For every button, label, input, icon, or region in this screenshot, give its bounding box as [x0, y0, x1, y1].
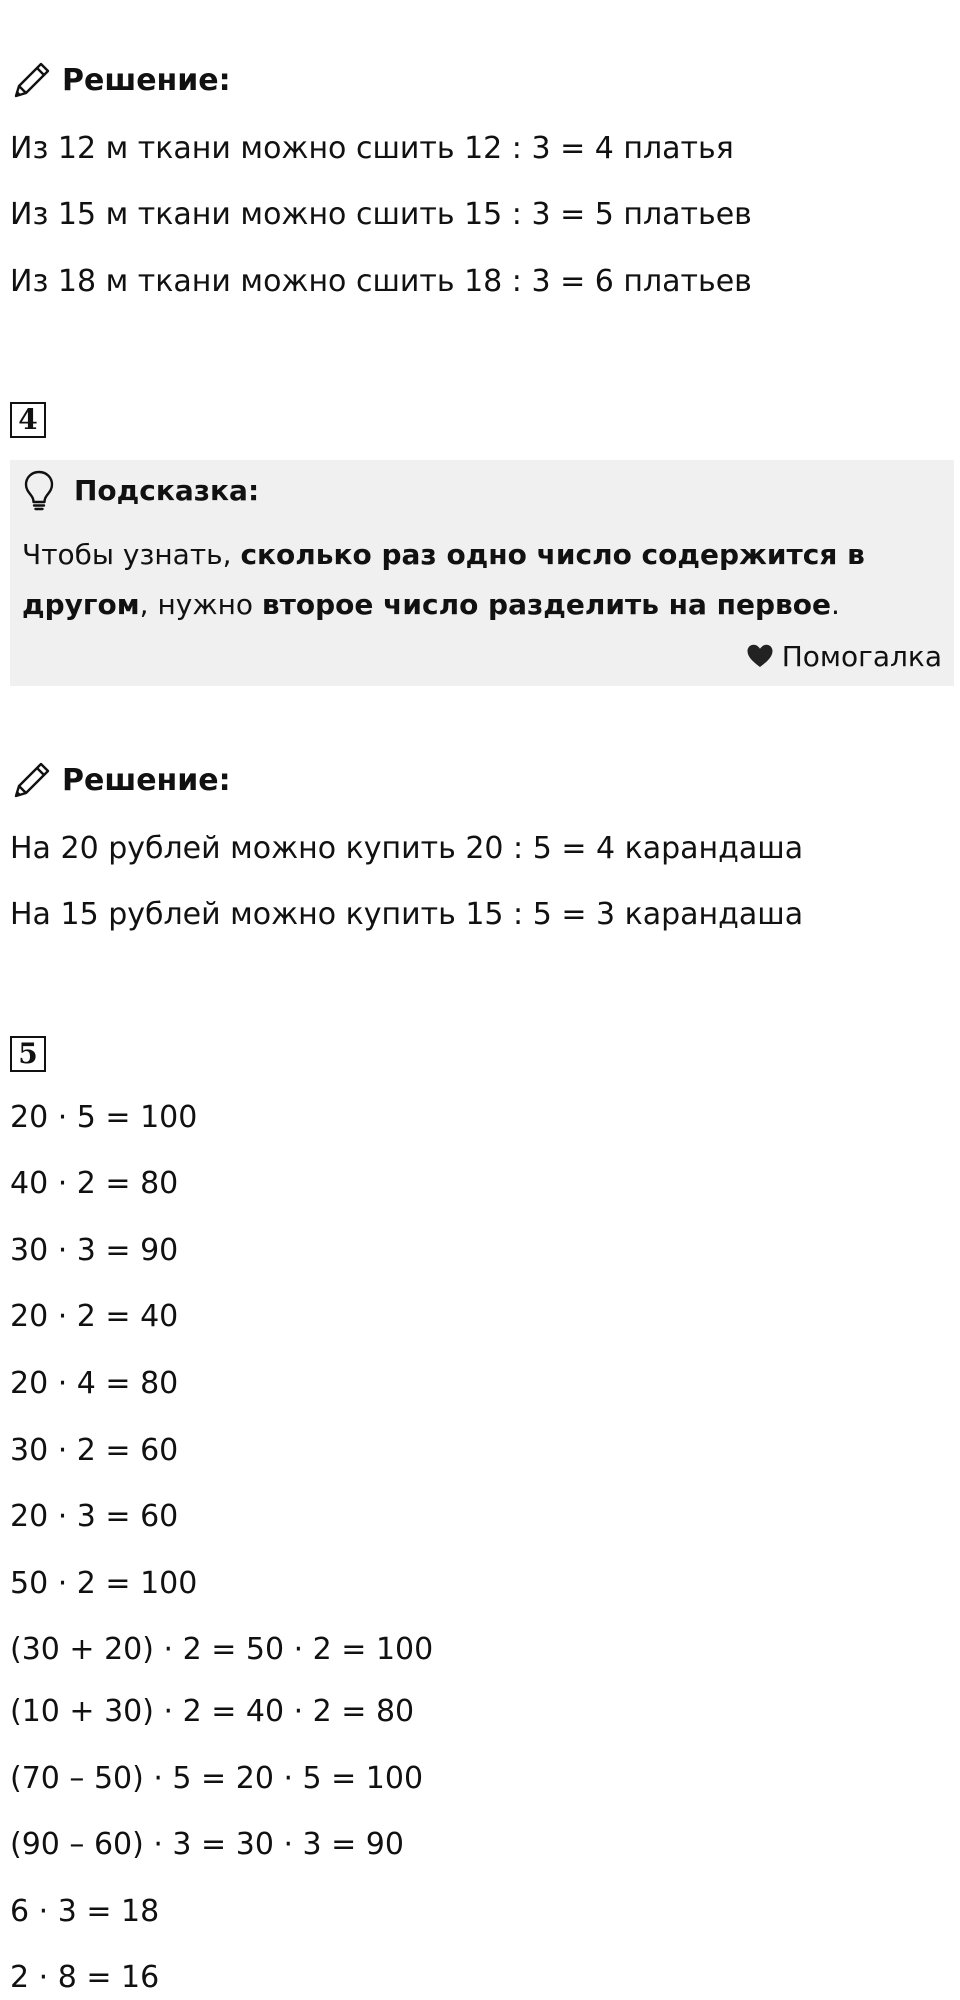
task-number: 4 [10, 402, 46, 438]
hint-text-bold: сколько раз одно число содержится в другом [22, 538, 865, 621]
equation-line: 6 · 3 = 18 [10, 1894, 160, 1929]
heart-icon [746, 643, 774, 669]
equation-line: 50 · 2 = 100 [10, 1566, 198, 1601]
hint-text-bold: второе число разделить на первое [261, 588, 831, 621]
solution-heading [10, 752, 231, 808]
hint-heading-label: Подсказка: [74, 473, 260, 507]
pencil-icon [10, 758, 54, 802]
equation-line: 20 · 3 = 60 [10, 1499, 179, 1534]
solution-line: Из 12 м ткани можно сшить 12 : 3 = 4 платья [10, 131, 734, 166]
pencil-icon [10, 58, 54, 102]
hint-text [22, 530, 922, 630]
equation-line: (70 – 50) · 5 = 20 · 5 = 100 [10, 1761, 424, 1796]
lightbulb-icon [22, 469, 56, 511]
equation-line: (10 + 30) · 2 = 40 · 2 = 80 [10, 1694, 415, 1729]
hint-heading [22, 468, 259, 512]
solution-heading-label: Решение: [62, 762, 231, 798]
hint-box [10, 460, 954, 686]
equation-line: 40 · 2 = 80 [10, 1166, 179, 1201]
equation-line: (90 – 60) · 3 = 30 · 3 = 90 [10, 1827, 404, 1862]
equation-line: 20 · 5 = 100 [10, 1100, 198, 1135]
solution-line: Из 18 м ткани можно сшить 18 : 3 = 6 платьев [10, 264, 752, 299]
task-number: 5 [10, 1036, 46, 1072]
hint-text-part: . [831, 588, 840, 621]
equation-line: 2 · 8 = 16 [10, 1960, 160, 1995]
solution-line: На 15 рублей можно купить 15 : 5 = 3 карандаша [10, 897, 804, 932]
equation-line: 20 · 4 = 80 [10, 1366, 179, 1401]
equation-line: 30 · 3 = 90 [10, 1233, 179, 1268]
pomogalka-link[interactable] [746, 636, 942, 676]
solution-heading [10, 52, 231, 108]
hint-text-part: Чтобы узнать, [22, 538, 241, 571]
pomogalka-label: Помогалка [781, 639, 942, 673]
equation-line: 20 · 2 = 40 [10, 1299, 179, 1334]
equation-line: 30 · 2 = 60 [10, 1433, 179, 1468]
solution-line: На 20 рублей можно купить 20 : 5 = 4 карандаша [10, 831, 804, 866]
solution-line: Из 15 м ткани можно сшить 15 : 3 = 5 платьев [10, 197, 752, 232]
solution-heading-label: Решение: [62, 62, 231, 98]
hint-text-part: , нужно [139, 588, 262, 621]
equation-line: (30 + 20) · 2 = 50 · 2 = 100 [10, 1632, 434, 1667]
